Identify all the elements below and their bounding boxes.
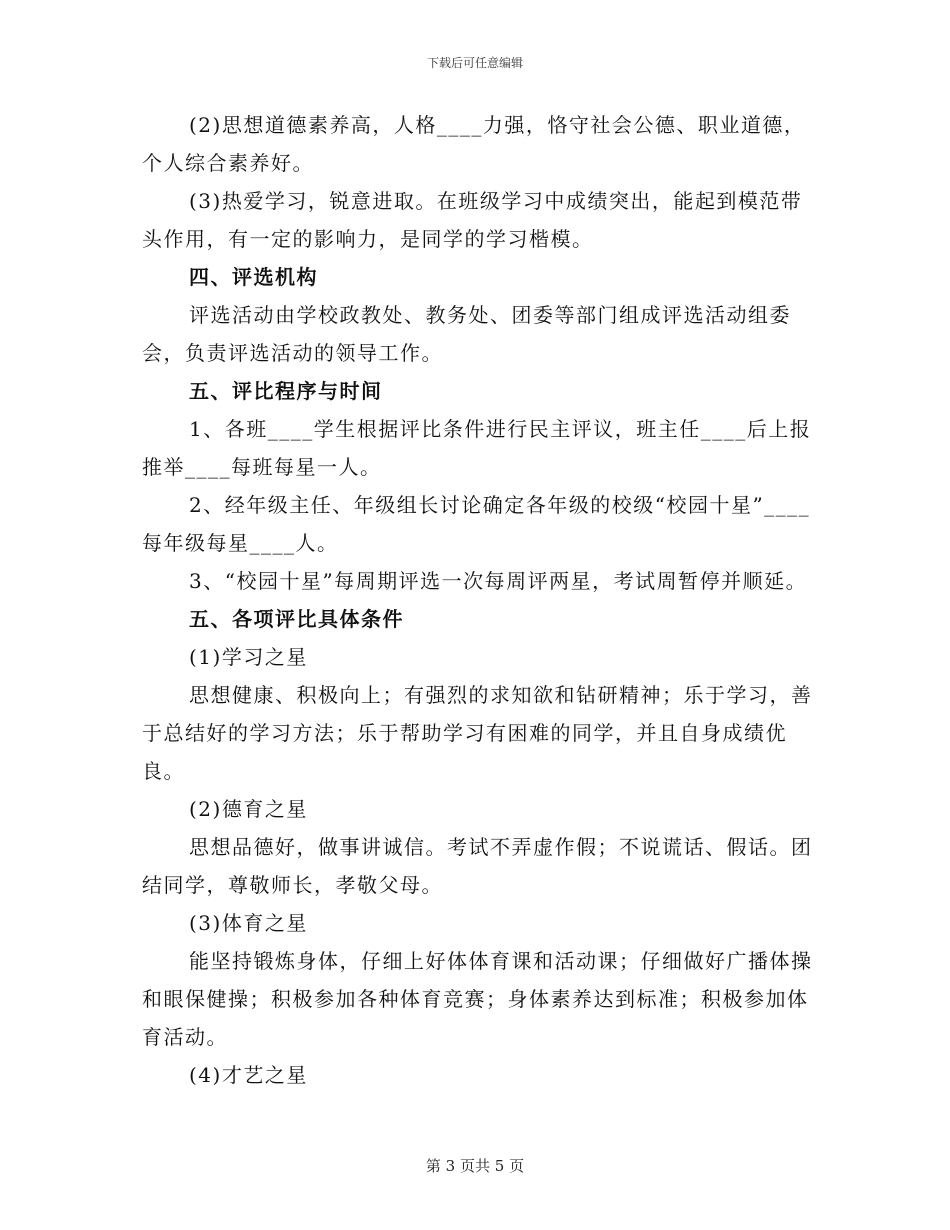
paragraph-procedure-1: 1、各班____学生根据评比条件进行民主评议，班主任____后上报推举____每班每星一人。 [142, 417, 812, 479]
subheading-study-star: (1)学习之星 [189, 645, 308, 669]
page-header: 下载后可任意编辑 [426, 56, 523, 70]
paragraph-moral-star: 思想品德好，做事讲诚信。考试不弄虚作假；不说谎话、假话。团结同学，尊敬师长，孝敬父母。 [142, 835, 813, 897]
paragraph-criteria-2: (2)思想道德素养高，人格____力强，恪守社会公德、职业道德，个人综合素养好。 [142, 113, 806, 175]
section-heading-procedure: 五、评比程序与时间 [189, 379, 383, 403]
paragraph-study-star: 思想健康、积极向上；有强烈的求知欲和钻研精神；乐于学习，善于总结好的学习方法；乐于帮助学习有困难的同学，并且自身成绩优良。 [142, 683, 813, 783]
subheading-sports-star: (3)体育之星 [189, 911, 308, 935]
subheading-moral-star: (2)德育之星 [189, 797, 308, 821]
subheading-talent-star: (4)才艺之星 [189, 1063, 308, 1087]
paragraph-criteria-3: (3)热爱学习，锐意进取。在班级学习中成绩突出，能起到模范带头作用，有一定的影响力，是同学的学习楷模。 [142, 189, 803, 251]
section-heading-conditions: 五、各项评比具体条件 [189, 607, 404, 631]
paragraph-organization: 评选活动由学校政教处、教务处、团委等部门组成评选活动组委会，负责评选活动的领导工作。 [142, 303, 791, 365]
page-number: 第 3 页共 5 页 [425, 1157, 525, 1175]
paragraph-procedure-2: 2、经年级主任、年级组长讨论确定各年级的校级“校园十星”____每年级每星____人。 [142, 493, 811, 555]
paragraph-sports-star: 能坚持锻炼身体，仔细上好体体育课和活动课；仔细做好广播体操和眼保健操；积极参加各种体育竞赛；身体素养达到标准；积极参加体育活动。 [142, 949, 813, 1049]
paragraph-procedure-3: 3、“校园十星”每周期评选一次每周评两星，考试周暂停并顺延。 [189, 569, 808, 593]
section-heading-organization: 四、评选机构 [189, 265, 318, 289]
document-body [142, 106, 822, 1094]
